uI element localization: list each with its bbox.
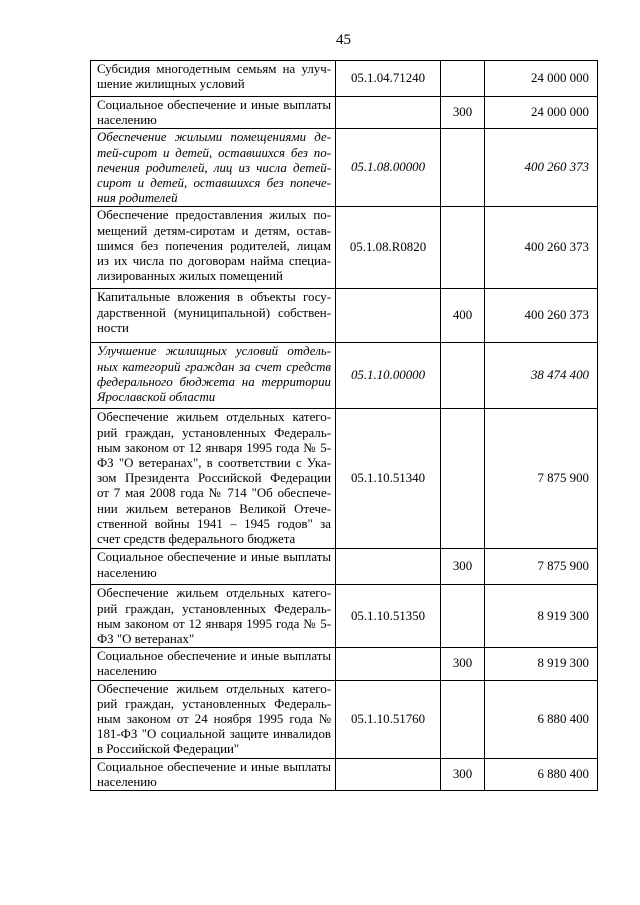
table-row [91,207,598,289]
table-row [91,585,598,648]
row-name-line: ным законом от 12 января 1995 года № 5- [97,440,331,455]
row-amount-cell: 400 260 373 [485,289,598,343]
row-name-line: нии жильем ветеранов Великой Отече- [97,501,331,516]
row-name-line: Улучшение жилищных условий отдель- [97,344,331,359]
row-type-cell [441,129,485,207]
row-name-line: рий граждан, установленных Федераль- [97,601,331,616]
row-code-cell: 05.1.10.51340 [336,409,441,549]
row-amount-cell: 24 000 000 [485,97,598,129]
row-name-line: ным законом от 24 ноября 1995 года № [97,712,331,727]
row-name-line: сирот и детей, оставшихся без попече- [97,176,331,191]
row-name-line: рий граждан, установленных Федераль- [97,696,331,711]
row-name-cell [91,585,336,648]
row-code-cell: 05.1.10.00000 [336,343,441,409]
row-type-cell: 300 [441,549,485,585]
row-name-line: от 7 мая 2008 года № 714 "Об обеспече- [97,486,331,501]
row-amount-cell: 8 919 300 [485,648,598,680]
row-amount-cell: 400 260 373 [485,129,598,207]
row-name-line: лизированных жилых помещений [97,269,283,284]
row-name-cell [91,207,336,289]
row-name-line: населению [97,565,157,580]
row-type-cell [441,680,485,758]
row-name-line: ных категорий граждан за счет средств [97,359,331,374]
row-name-line: Социальное обеспечение и иные выплаты [97,759,331,774]
row-type-cell: 300 [441,648,485,680]
budget-table [90,60,598,791]
row-name-line: населению [97,774,157,789]
row-name-line: Социальное обеспечение и иные выплаты [97,98,331,112]
row-amount-cell: 6 880 400 [485,758,598,790]
row-name-line: шимся без попечения родителей, лицам [97,238,331,253]
table-row [91,289,598,343]
row-code-cell: 05.1.10.51760 [336,680,441,758]
row-name-line: Обеспечение предоставления жилых по- [97,208,331,223]
row-name-line: печения родителей, лиц из числа детей- [97,160,331,175]
table-row [91,97,598,129]
row-amount-cell: 7 875 900 [485,549,598,585]
row-name-line: Ярославской области [97,390,216,405]
row-code-cell [336,97,441,129]
row-name-line: ственной войны 1941 – 1945 годов" за [97,516,331,531]
row-name-line: мещений детям-сиротам и детям, остав- [97,223,331,238]
row-name-cell [91,129,336,207]
row-code-cell: 05.1.10.51350 [336,585,441,648]
row-name-line: Обеспечение жильем отдельных катего- [97,586,331,601]
row-name-cell [91,758,336,790]
row-name-line: ности [97,320,129,335]
row-name-line: тей-сирот и детей, оставшихся без по- [97,145,331,160]
row-name-line: ФЗ "О ветеранах", в соответствии с Ука- [97,456,331,471]
row-name-line: Обеспечение жилыми помещениями де- [97,130,331,145]
row-name-line: из их числа по договорам найма специа- [97,254,331,269]
row-name-line: Социальное обеспечение и иные выплаты [97,550,331,565]
row-name-cell [91,680,336,758]
row-name-line: Обеспечение жильем отдельных катего- [97,410,331,425]
row-type-cell [441,343,485,409]
row-name-cell [91,61,336,97]
row-type-cell: 400 [441,289,485,343]
row-name-line: рий граждан, установленных Федераль- [97,425,331,440]
row-amount-cell: 7 875 900 [485,409,598,549]
row-name-cell [91,409,336,549]
row-amount-cell: 400 260 373 [485,207,598,289]
row-code-cell: 05.1.04.71240 [336,61,441,97]
row-type-cell [441,61,485,97]
row-name-line: Социальное обеспечение и иные выплаты [97,649,331,664]
table-row [91,648,598,680]
row-type-cell [441,585,485,648]
page-number: 45 [336,32,351,48]
row-name-cell [91,97,336,129]
row-name-line: населению [97,113,157,128]
row-name-line: счет средств федерального бюджета [97,532,296,547]
table-row [91,343,598,409]
row-code-cell [336,289,441,343]
row-amount-cell: 8 919 300 [485,585,598,648]
budget-table-body [91,61,598,791]
row-name-line: зом Президента Российской Федерации [97,471,331,486]
row-amount-cell: 38 474 400 [485,343,598,409]
table-row [91,680,598,758]
row-name-line: ФЗ "О ветеранах" [97,632,195,647]
row-name-line: ным законом от 12 января 1995 года № 5- [97,616,331,631]
table-row [91,129,598,207]
row-name-line: дарственной (муниципальной) собствен- [97,305,331,320]
row-type-cell [441,409,485,549]
row-code-cell [336,549,441,585]
row-amount-cell: 24 000 000 [485,61,598,97]
row-name-line: в Российской Федерации" [97,742,240,757]
row-type-cell: 300 [441,758,485,790]
row-type-cell: 300 [441,97,485,129]
row-name-line: шение жилищных условий [97,77,245,92]
row-name-line: Обеспечение жильем отдельных катего- [97,681,331,696]
table-row [91,758,598,790]
row-amount-cell: 6 880 400 [485,680,598,758]
table-row [91,549,598,585]
row-name-line: федерального бюджета на территории [97,374,331,389]
row-name-line: 181-ФЗ "О социальной защите инвалидов [97,727,331,742]
row-code-cell [336,648,441,680]
table-row [91,409,598,549]
row-name-line: Капитальные вложения в объекты госу- [97,290,331,305]
row-code-cell: 05.1.08.00000 [336,129,441,207]
row-name-cell [91,549,336,585]
table-row [91,61,598,97]
row-name-line: ния родителей [97,191,178,206]
row-name-line: Субсидия многодетным семьям на улуч- [97,62,331,76]
row-name-cell [91,289,336,343]
row-type-cell [441,207,485,289]
row-name-cell [91,648,336,680]
row-code-cell: 05.1.08.R0820 [336,207,441,289]
row-name-cell [91,343,336,409]
row-code-cell [336,758,441,790]
row-name-line: населению [97,664,157,679]
